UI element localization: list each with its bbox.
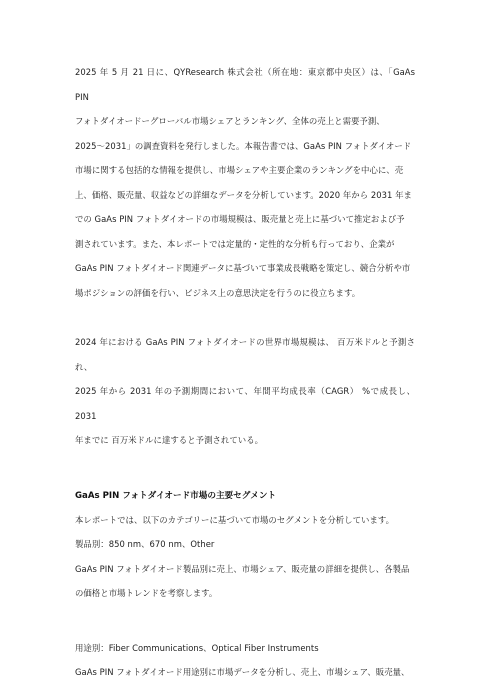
intro-line-2: フォトダイオードーグローバル市場シェアとランキング、全体の売上と需要予測、 xyxy=(75,116,385,126)
applications-line-1: 用途別：Fiber Communications、Optical Fiber Instruments xyxy=(75,642,319,653)
segments-line-3: GaAs PIN フォトダイオード製品別に売上、市場シェア、販売量の詳細を提供し、各製品 xyxy=(75,563,410,574)
spacer xyxy=(75,305,415,330)
spacer xyxy=(75,453,415,484)
market-size-line-2: 2025 年から 2031 年の予測期間において、年間平均成長率（CAGR） %で成長し、2031 xyxy=(75,386,415,421)
segments-section xyxy=(75,484,415,606)
applications-line-2: GaAs PIN フォトダイオード用途別に市場データを分析し、売上、市場シェア、販売量、 xyxy=(75,667,410,677)
intro-line-3: 2025～2031」の調査資料を発行しました。本報告書では、GaAs PIN フォトダイオード xyxy=(75,140,412,151)
market-size-line-1: 2024 年における GaAs PIN フォトダイオードの世界市場規模は、 百万米ドルと予測され、 xyxy=(75,337,415,372)
document-body xyxy=(75,60,415,685)
intro-line-7: 測されています。また、本レポートでは定量的・定性的な分析も行っており、企業が xyxy=(75,238,395,249)
intro-line-4: 市場に関する包括的な情報を提供し、市場シェアや主要企業のランキングを中心に、売 xyxy=(75,165,404,175)
intro-paragraph xyxy=(75,60,415,305)
intro-line-9: 場ポジションの評価を行い、ビジネス上の意思決定を行うのに役立ちます。 xyxy=(75,287,361,298)
intro-line-6: での GaAs PIN フォトダイオードの市場規模は、販売量と売上に基づいて推定および予 xyxy=(75,214,405,224)
market-size-paragraph xyxy=(75,330,415,453)
segments-heading: GaAs PIN フォトダイオード市場の主要セグメント xyxy=(75,490,277,501)
intro-line-5: 上、価格、販売量、収益などの詳細なデータを分析しています。2020 年から 2031 年ま xyxy=(75,189,412,200)
segments-line-1: 本レポートでは、以下のカテゴリーに基づいて市場のセグメントを分析しています。 xyxy=(75,514,395,525)
intro-line-8: GaAs PIN フォトダイオード関連データに基づいて事業成長戦略を策定し、競合分析や市 xyxy=(75,263,411,273)
market-size-line-3: 年までに 百万米ドルに達すると予測されている。 xyxy=(75,435,264,445)
intro-line-1: 2025 年 5 月 21 日に、QYResearch 株式会社（所在地：東京都中央区）は、「GaAs PIN xyxy=(75,67,415,102)
segments-line-2: 製品別：850 nm、670 nm、Other xyxy=(75,539,215,549)
spacer xyxy=(75,606,415,636)
applications-section xyxy=(75,636,415,685)
segments-line-4: の価格と市場トレンドを考察します。 xyxy=(75,588,218,598)
